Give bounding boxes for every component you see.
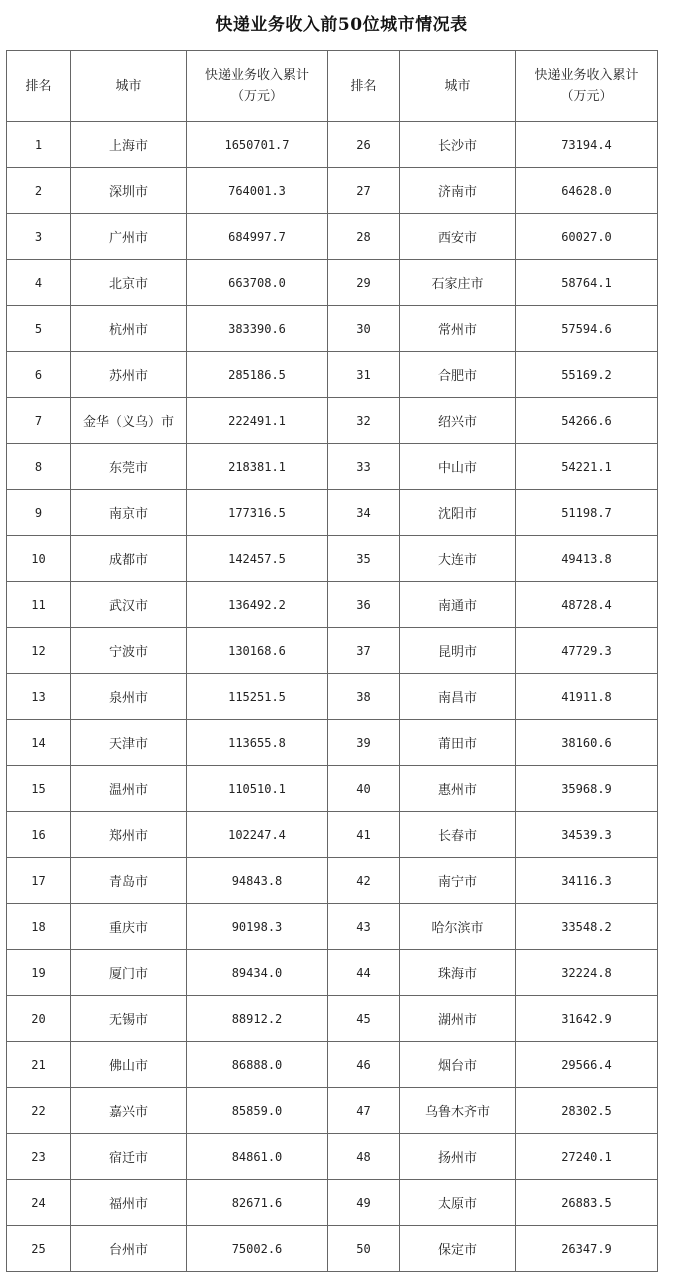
city-cell-left: 温州市: [71, 766, 187, 812]
rank-cell-left: 19: [7, 950, 71, 996]
rank-cell-left: 2: [7, 168, 71, 214]
rank-cell-left: 8: [7, 444, 71, 490]
rank-cell-right: 49: [328, 1180, 400, 1226]
table-row: [7, 904, 658, 950]
table-row: [7, 168, 658, 214]
ranking-table: [6, 50, 658, 1272]
revenue-cell-right: 35968.9: [516, 766, 658, 812]
rank-cell-right: 47: [328, 1088, 400, 1134]
table-row: [7, 398, 658, 444]
header-revenue-right: [516, 51, 658, 122]
revenue-cell-left: 136492.2: [187, 582, 328, 628]
city-cell-right: 烟台市: [400, 1042, 516, 1088]
revenue-cell-right: 27240.1: [516, 1134, 658, 1180]
rank-cell-right: 39: [328, 720, 400, 766]
table-row: [7, 444, 658, 490]
rank-cell-left: 3: [7, 214, 71, 260]
table-body: [7, 122, 658, 1272]
revenue-cell-left: 110510.1: [187, 766, 328, 812]
rank-cell-left: 25: [7, 1226, 71, 1272]
table-row: [7, 582, 658, 628]
city-cell-left: 无锡市: [71, 996, 187, 1042]
rank-cell-left: 24: [7, 1180, 71, 1226]
table-row: [7, 996, 658, 1042]
table-row: [7, 214, 658, 260]
revenue-cell-right: 48728.4: [516, 582, 658, 628]
rank-cell-left: 12: [7, 628, 71, 674]
rank-cell-right: 36: [328, 582, 400, 628]
rank-cell-right: 34: [328, 490, 400, 536]
city-cell-left: 重庆市: [71, 904, 187, 950]
header-rank-left: 排名: [7, 51, 71, 122]
table-row: [7, 628, 658, 674]
city-cell-right: 合肥市: [400, 352, 516, 398]
rank-cell-right: 50: [328, 1226, 400, 1272]
revenue-cell-right: 64628.0: [516, 168, 658, 214]
rank-cell-left: 4: [7, 260, 71, 306]
revenue-cell-left: 84861.0: [187, 1134, 328, 1180]
city-cell-left: 厦门市: [71, 950, 187, 996]
revenue-cell-left: 75002.6: [187, 1226, 328, 1272]
city-cell-left: 北京市: [71, 260, 187, 306]
rank-cell-right: 26: [328, 122, 400, 168]
revenue-cell-right: 41911.8: [516, 674, 658, 720]
table-row: [7, 674, 658, 720]
city-cell-left: 广州市: [71, 214, 187, 260]
rank-cell-left: 16: [7, 812, 71, 858]
revenue-cell-right: 60027.0: [516, 214, 658, 260]
revenue-cell-right: 29566.4: [516, 1042, 658, 1088]
rank-cell-right: 35: [328, 536, 400, 582]
header-city-right: 城市: [400, 51, 516, 122]
city-cell-left: 东莞市: [71, 444, 187, 490]
city-cell-right: 大连市: [400, 536, 516, 582]
revenue-cell-right: 26883.5: [516, 1180, 658, 1226]
table-header-row: [7, 51, 658, 122]
rank-cell-left: 7: [7, 398, 71, 444]
revenue-cell-left: 764001.3: [187, 168, 328, 214]
city-cell-left: 郑州市: [71, 812, 187, 858]
revenue-cell-left: 115251.5: [187, 674, 328, 720]
city-cell-right: 济南市: [400, 168, 516, 214]
revenue-cell-right: 57594.6: [516, 306, 658, 352]
rank-cell-left: 5: [7, 306, 71, 352]
rank-cell-left: 20: [7, 996, 71, 1042]
table-row: [7, 1134, 658, 1180]
rank-cell-right: 46: [328, 1042, 400, 1088]
revenue-cell-left: 90198.3: [187, 904, 328, 950]
rank-cell-left: 18: [7, 904, 71, 950]
city-cell-right: 中山市: [400, 444, 516, 490]
city-cell-right: 常州市: [400, 306, 516, 352]
city-cell-right: 珠海市: [400, 950, 516, 996]
city-cell-left: 金华（义乌）市: [71, 398, 187, 444]
revenue-cell-right: 32224.8: [516, 950, 658, 996]
city-cell-left: 天津市: [71, 720, 187, 766]
table-row: [7, 1180, 658, 1226]
table-row: [7, 260, 658, 306]
header-city-left: 城市: [71, 51, 187, 122]
city-cell-right: 绍兴市: [400, 398, 516, 444]
city-cell-right: 南通市: [400, 582, 516, 628]
revenue-cell-left: 218381.1: [187, 444, 328, 490]
table-row: [7, 490, 658, 536]
rank-cell-right: 29: [328, 260, 400, 306]
rank-cell-left: 11: [7, 582, 71, 628]
revenue-cell-left: 82671.6: [187, 1180, 328, 1226]
revenue-cell-right: 73194.4: [516, 122, 658, 168]
revenue-cell-left: 177316.5: [187, 490, 328, 536]
city-cell-right: 石家庄市: [400, 260, 516, 306]
city-cell-right: 惠州市: [400, 766, 516, 812]
revenue-cell-left: 113655.8: [187, 720, 328, 766]
rank-cell-right: 48: [328, 1134, 400, 1180]
city-cell-left: 福州市: [71, 1180, 187, 1226]
rank-cell-left: 10: [7, 536, 71, 582]
header-revenue-left: [187, 51, 328, 122]
table-row: [7, 1042, 658, 1088]
revenue-cell-right: 33548.2: [516, 904, 658, 950]
revenue-cell-right: 38160.6: [516, 720, 658, 766]
revenue-cell-left: 89434.0: [187, 950, 328, 996]
revenue-cell-right: 54266.6: [516, 398, 658, 444]
city-cell-right: 长沙市: [400, 122, 516, 168]
table-row: [7, 950, 658, 996]
city-cell-left: 嘉兴市: [71, 1088, 187, 1134]
revenue-cell-left: 86888.0: [187, 1042, 328, 1088]
revenue-cell-left: 88912.2: [187, 996, 328, 1042]
rank-cell-left: 14: [7, 720, 71, 766]
city-cell-left: 泉州市: [71, 674, 187, 720]
revenue-cell-right: 55169.2: [516, 352, 658, 398]
city-cell-left: 青岛市: [71, 858, 187, 904]
city-cell-left: 苏州市: [71, 352, 187, 398]
table-row: [7, 536, 658, 582]
city-cell-right: 南宁市: [400, 858, 516, 904]
rank-cell-left: 21: [7, 1042, 71, 1088]
rank-cell-right: 41: [328, 812, 400, 858]
table-row: [7, 352, 658, 398]
header-rank-right: 排名: [328, 51, 400, 122]
rank-cell-right: 28: [328, 214, 400, 260]
table-row: [7, 1088, 658, 1134]
rank-cell-right: 37: [328, 628, 400, 674]
rank-cell-right: 40: [328, 766, 400, 812]
city-cell-left: 南京市: [71, 490, 187, 536]
rank-cell-left: 17: [7, 858, 71, 904]
revenue-cell-left: 1650701.7: [187, 122, 328, 168]
rank-cell-right: 42: [328, 858, 400, 904]
revenue-cell-left: 222491.1: [187, 398, 328, 444]
rank-cell-right: 27: [328, 168, 400, 214]
table-row: [7, 766, 658, 812]
revenue-cell-right: 49413.8: [516, 536, 658, 582]
header-revenue-label: 快递业务收入累计: [534, 68, 639, 83]
table-row: [7, 812, 658, 858]
city-cell-right: 哈尔滨市: [400, 904, 516, 950]
city-cell-left: 上海市: [71, 122, 187, 168]
city-cell-right: 长春市: [400, 812, 516, 858]
city-cell-left: 杭州市: [71, 306, 187, 352]
city-cell-right: 太原市: [400, 1180, 516, 1226]
revenue-cell-left: 285186.5: [187, 352, 328, 398]
city-cell-right: 沈阳市: [400, 490, 516, 536]
rank-cell-right: 44: [328, 950, 400, 996]
page-title: 快递业务收入前50位城市情况表: [215, 15, 468, 35]
revenue-cell-right: 34539.3: [516, 812, 658, 858]
revenue-cell-right: 31642.9: [516, 996, 658, 1042]
revenue-cell-right: 47729.3: [516, 628, 658, 674]
revenue-cell-left: 85859.0: [187, 1088, 328, 1134]
rank-cell-left: 23: [7, 1134, 71, 1180]
city-cell-left: 成都市: [71, 536, 187, 582]
rank-cell-right: 30: [328, 306, 400, 352]
rank-cell-left: 22: [7, 1088, 71, 1134]
rank-cell-right: 31: [328, 352, 400, 398]
header-revenue-unit: （万元）: [560, 89, 613, 104]
revenue-cell-left: 663708.0: [187, 260, 328, 306]
city-cell-left: 宿迁市: [71, 1134, 187, 1180]
rank-cell-left: 15: [7, 766, 71, 812]
city-cell-left: 武汉市: [71, 582, 187, 628]
rank-cell-left: 1: [7, 122, 71, 168]
rank-cell-right: 33: [328, 444, 400, 490]
table-row: [7, 306, 658, 352]
revenue-cell-left: 94843.8: [187, 858, 328, 904]
rank-cell-right: 38: [328, 674, 400, 720]
revenue-cell-right: 54221.1: [516, 444, 658, 490]
city-cell-right: 乌鲁木齐市: [400, 1088, 516, 1134]
city-cell-right: 湖州市: [400, 996, 516, 1042]
revenue-cell-left: 130168.6: [187, 628, 328, 674]
city-cell-left: 台州市: [71, 1226, 187, 1272]
revenue-cell-left: 102247.4: [187, 812, 328, 858]
revenue-cell-right: 28302.5: [516, 1088, 658, 1134]
revenue-cell-left: 383390.6: [187, 306, 328, 352]
city-cell-right: 南昌市: [400, 674, 516, 720]
city-cell-right: 西安市: [400, 214, 516, 260]
rank-cell-left: 9: [7, 490, 71, 536]
city-cell-left: 佛山市: [71, 1042, 187, 1088]
revenue-cell-left: 142457.5: [187, 536, 328, 582]
header-revenue-label: 快递业务收入累计: [204, 68, 309, 83]
rank-cell-left: 13: [7, 674, 71, 720]
table-row: [7, 858, 658, 904]
revenue-cell-left: 684997.7: [187, 214, 328, 260]
table-row: [7, 122, 658, 168]
header-revenue-unit: （万元）: [230, 89, 283, 104]
city-cell-right: 昆明市: [400, 628, 516, 674]
revenue-cell-right: 51198.7: [516, 490, 658, 536]
table-row: [7, 1226, 658, 1272]
rank-cell-right: 45: [328, 996, 400, 1042]
revenue-cell-right: 26347.9: [516, 1226, 658, 1272]
rank-cell-right: 32: [328, 398, 400, 444]
revenue-cell-right: 34116.3: [516, 858, 658, 904]
revenue-cell-right: 58764.1: [516, 260, 658, 306]
rank-cell-right: 43: [328, 904, 400, 950]
city-cell-left: 宁波市: [71, 628, 187, 674]
city-cell-right: 莆田市: [400, 720, 516, 766]
city-cell-right: 保定市: [400, 1226, 516, 1272]
city-cell-right: 扬州市: [400, 1134, 516, 1180]
table-row: [7, 720, 658, 766]
rank-cell-left: 6: [7, 352, 71, 398]
city-cell-left: 深圳市: [71, 168, 187, 214]
